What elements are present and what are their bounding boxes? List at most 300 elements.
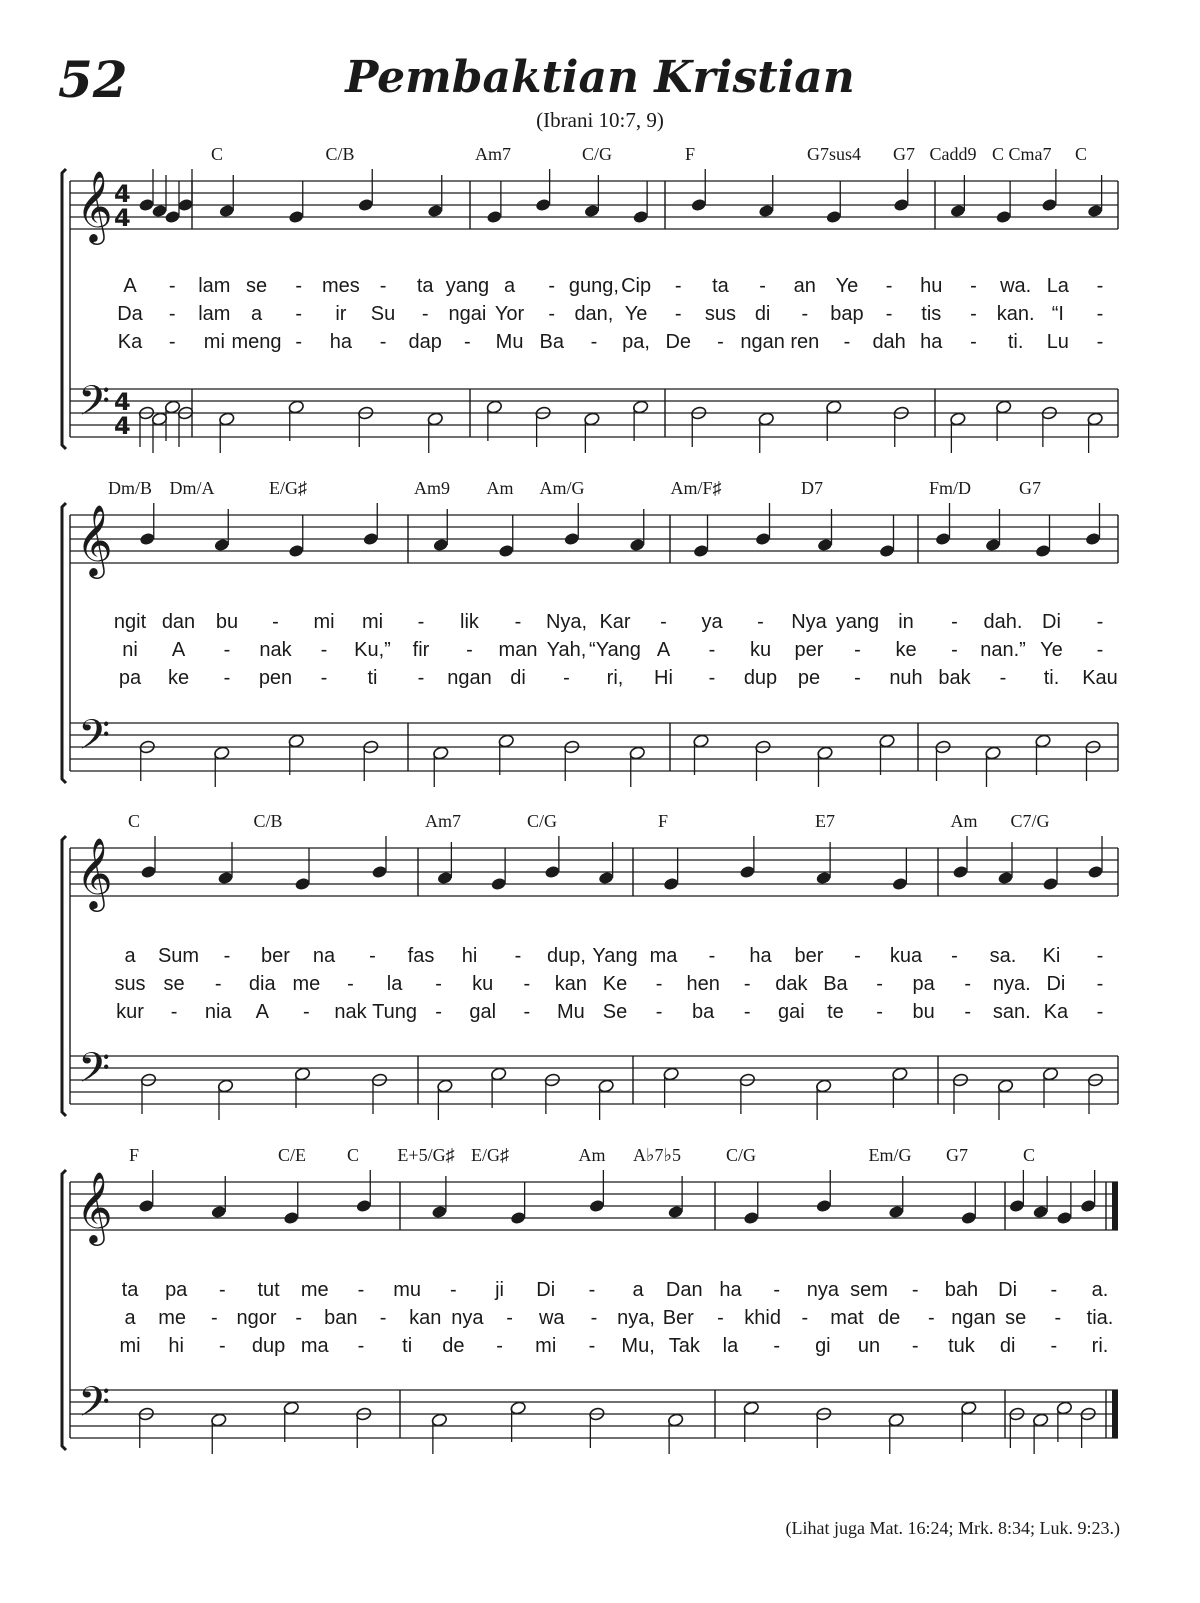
lyric-syllable: la <box>386 973 403 995</box>
note-head <box>629 746 646 761</box>
lyric-syllable: - <box>548 303 556 325</box>
lyric-syllable: pa <box>912 973 935 995</box>
note-head <box>138 198 155 213</box>
note-head <box>950 204 967 219</box>
lyric-syllable: tut <box>257 1279 280 1301</box>
note-head <box>667 1205 684 1220</box>
note-head <box>288 734 305 749</box>
lyric-syllable: lam <box>198 275 231 297</box>
chord-symbol: C <box>210 144 224 164</box>
lyric-syllable: Sum <box>157 945 200 967</box>
lyric-syllable: - <box>970 303 977 325</box>
bass-clef-icon: 𝄢 <box>78 1044 111 1102</box>
note-head <box>995 210 1012 225</box>
note-head <box>288 210 305 225</box>
lyric-syllable: Mu, <box>621 1335 655 1357</box>
lyric-syllable: kan. <box>996 303 1035 325</box>
lyric-syllable: san. <box>992 1001 1031 1023</box>
note-head <box>892 877 909 892</box>
note-head <box>140 865 157 880</box>
lyric-syllable: ngit <box>113 611 147 633</box>
note-head <box>1085 532 1102 547</box>
note-head <box>888 1205 905 1220</box>
note-head <box>632 210 649 225</box>
lyric-syllable: - <box>717 331 724 353</box>
lyric-syllable: ha <box>719 1279 742 1301</box>
chord-symbol: C <box>1074 144 1088 164</box>
lyric-syllable: - <box>496 1335 503 1357</box>
note-head <box>632 400 649 415</box>
lyric-syllable: nya. <box>992 973 1031 995</box>
lyric-syllable: - <box>369 945 376 967</box>
note-head <box>815 1199 832 1214</box>
note-head <box>693 734 710 749</box>
lyric-syllable: - <box>876 1001 883 1023</box>
lyric-syllable: dah <box>872 331 906 353</box>
lyric-syllable: - <box>660 611 667 633</box>
lyric-syllable: - <box>379 275 387 297</box>
note-head <box>218 412 235 427</box>
time-signature-bottom: 4 <box>114 204 131 232</box>
lyric-syllable: sus <box>114 973 146 995</box>
treble-staff <box>70 181 1118 229</box>
lyric-syllable: - <box>876 973 883 995</box>
chord-symbol: E7 <box>815 811 835 831</box>
lyric-syllable: ngan <box>740 331 785 353</box>
note-head <box>879 544 896 559</box>
lyric-syllable: a <box>632 1279 644 1301</box>
lyric-syllable: - <box>708 667 716 689</box>
chord-symbol: Em/G <box>868 1145 912 1165</box>
lyric-syllable: ti. <box>1007 331 1024 353</box>
lyric-syllable: - <box>223 945 231 967</box>
bass-staff <box>70 723 1118 771</box>
chord-symbol: C/G <box>581 144 613 164</box>
note-head <box>1041 198 1058 213</box>
lyric-syllable: - <box>964 973 972 995</box>
lyric-syllable: Mu <box>557 1001 585 1023</box>
lyric-syllable: - <box>757 611 764 633</box>
chord-symbol: A♭7♭5 <box>633 1145 681 1165</box>
lyric-syllable: gung, <box>568 275 619 297</box>
lyric-syllable: nia <box>204 1001 232 1023</box>
lyric-syllable: khid <box>744 1307 781 1329</box>
note-head <box>498 544 515 559</box>
note-head <box>758 412 775 427</box>
lyric-syllable: - <box>911 1279 919 1301</box>
note-head <box>892 1067 909 1082</box>
lyric-syllable: - <box>588 1335 596 1357</box>
lyric-syllable: sem <box>850 1279 888 1301</box>
note-head <box>486 400 503 415</box>
bass-clef-icon: 𝄢 <box>78 377 111 435</box>
lyric-syllable: ku <box>749 639 772 661</box>
lyric-syllable: hi <box>461 945 478 967</box>
lyric-syllable: - <box>588 1279 596 1301</box>
lyric-syllable: ti <box>367 667 378 689</box>
lyric-syllable: ir <box>335 303 347 325</box>
lyric-syllable: - <box>272 611 279 633</box>
lyric-syllable: di <box>999 1335 1016 1357</box>
lyric-syllable: - <box>421 303 429 325</box>
lyric-syllable: - <box>295 303 303 325</box>
lyric-syllable: - <box>1096 275 1104 297</box>
lyric-syllable: bap <box>830 303 864 325</box>
lyric-syllable: ngan <box>951 1307 996 1329</box>
lyric-syllable: - <box>843 331 851 353</box>
lyric-syllable: - <box>1096 639 1104 661</box>
lyric-syllable: - <box>951 639 958 661</box>
lyric-syllable: - <box>717 1307 724 1329</box>
lyric-syllable: dup <box>251 1335 286 1357</box>
note-head <box>663 877 680 892</box>
note-head <box>935 532 952 547</box>
note-head <box>362 532 379 547</box>
treble-clef-icon: 𝄞 <box>76 169 113 242</box>
note-head <box>1042 1067 1059 1082</box>
note-head <box>563 532 580 547</box>
lyric-syllable: - <box>214 973 222 995</box>
lyric-syllable: ban <box>324 1307 358 1329</box>
lyric-syllable: ta <box>416 275 434 297</box>
lyric-syllable: Da <box>117 303 143 325</box>
chord-symbol: C/B <box>253 811 283 831</box>
lyric-syllable: - <box>464 331 471 353</box>
note-head <box>510 1211 527 1226</box>
note-head <box>432 538 449 553</box>
note-head <box>427 204 444 219</box>
lyric-syllable: dan, <box>574 303 614 325</box>
lyric-syllable: pa <box>118 667 142 689</box>
lyric-syllable: - <box>743 973 751 995</box>
lyric-syllable: Kar <box>599 611 631 633</box>
lyric-syllable: Ke <box>602 973 628 995</box>
lyric-syllable: na <box>312 945 336 967</box>
note-head <box>997 871 1014 886</box>
lyric-syllable: bak <box>938 667 971 689</box>
lyric-syllable: de <box>878 1307 901 1329</box>
lyric-syllable: - <box>999 667 1007 689</box>
lyric-syllable: - <box>885 275 893 297</box>
lyric-syllable: ma <box>300 1335 329 1357</box>
lyric-syllable: Lu <box>1046 331 1069 353</box>
chord-symbol: Am <box>950 811 978 831</box>
note-head <box>294 1067 311 1082</box>
note-head <box>218 204 235 219</box>
lyric-syllable: tia. <box>1086 1307 1114 1329</box>
note-head <box>598 1079 615 1094</box>
lyric-syllable: Se <box>602 1001 628 1023</box>
lyric-syllable: Ku,” <box>354 639 391 661</box>
chord-symbol: Am7 <box>425 811 461 831</box>
lyric-syllable: - <box>523 1001 531 1023</box>
note-head <box>138 1199 155 1214</box>
note-head <box>667 1413 684 1428</box>
note-head <box>510 1401 527 1416</box>
note-head <box>629 538 646 553</box>
lyric-syllable: ta <box>712 275 729 297</box>
lyric-syllable: tis <box>921 303 942 325</box>
lyric-syllable: - <box>449 1279 457 1301</box>
lyric-syllable: - <box>951 611 958 633</box>
lyric-syllable: tuk <box>948 1335 975 1357</box>
lyric-syllable: - <box>1096 611 1104 633</box>
lyric-syllable: - <box>295 275 303 297</box>
chord-symbol: E/G♯ <box>471 1145 509 1165</box>
lyric-syllable: - <box>466 639 473 661</box>
lyric-syllable: ma <box>649 945 678 967</box>
treble-staff <box>70 515 1118 563</box>
bass-time-signature-bottom: 4 <box>114 412 131 440</box>
lyric-syllable: nya <box>806 1279 839 1301</box>
lyric-syllable: - <box>347 973 354 995</box>
time-signature-top: 4 <box>114 180 131 208</box>
lyric-syllable: - <box>964 1001 972 1023</box>
final-barline-thick <box>1112 1390 1118 1438</box>
lyric-syllable: Yor <box>494 303 525 325</box>
lyric-syllable: fir <box>412 639 430 661</box>
note-head <box>985 538 1002 553</box>
lyric-syllable: - <box>885 303 893 325</box>
lyric-syllable: la <box>722 1335 739 1357</box>
lyric-syllable: yang <box>835 611 880 633</box>
lyric-syllable: - <box>655 1001 663 1023</box>
lyric-syllable: - <box>854 667 861 689</box>
footnote: (Lihat juga Mat. 16:24; Mrk. 8:34; Luk. 9:23.) <box>785 1518 1120 1538</box>
lyric-syllable: - <box>854 639 861 661</box>
lyric-syllable: ha <box>749 945 772 967</box>
note-head <box>758 204 775 219</box>
lyric-syllable: Di <box>536 1279 556 1301</box>
lyric-syllable: ngai <box>448 303 487 325</box>
lyric-syllable: ni <box>122 639 138 661</box>
note-head <box>1087 865 1104 880</box>
lyric-syllable: ku <box>472 973 494 995</box>
system-bracket <box>62 836 66 1116</box>
chord-symbol: C <box>346 1145 360 1165</box>
note-head <box>288 544 305 559</box>
lyric-syllable: - <box>590 1307 598 1329</box>
lyric-syllable: bah <box>944 1279 979 1301</box>
note-head <box>139 532 156 547</box>
lyric-syllable: ke <box>895 639 917 661</box>
note-head <box>1035 544 1052 559</box>
lyric-syllable: - <box>514 611 522 633</box>
lyric-syllable: Ka <box>1043 1001 1069 1023</box>
lyric-syllable: - <box>1096 303 1104 325</box>
note-head <box>437 1079 454 1094</box>
lyric-syllable: - <box>1096 331 1104 353</box>
lyric-syllable: man <box>498 639 538 661</box>
lyric-syllable: a <box>504 275 516 297</box>
note-head <box>888 1413 905 1428</box>
lyric-syllable: dah. <box>983 611 1023 633</box>
note-head <box>589 1199 606 1214</box>
lyric-syllable: - <box>295 331 303 353</box>
lyric-syllable: Tak <box>668 1335 700 1357</box>
note-head <box>498 734 515 749</box>
lyric-syllable: - <box>773 1279 781 1301</box>
lyric-syllable: Su <box>370 303 396 325</box>
note-head <box>355 1199 372 1214</box>
lyric-syllable: ren <box>790 331 820 353</box>
note-head <box>960 1211 977 1226</box>
lyric-syllable: kua <box>889 945 923 967</box>
chord-symbol: G7 <box>893 144 915 164</box>
lyric-syllable: ngan <box>447 667 492 689</box>
lyric-syllable: mes <box>321 275 360 297</box>
chord-symbol: Am <box>578 1145 606 1165</box>
lyric-syllable: - <box>911 1335 919 1357</box>
chord-symbol: C7/G <box>1010 811 1050 831</box>
lyric-syllable: nuh <box>889 667 923 689</box>
lyric-syllable: - <box>801 1307 809 1329</box>
lyric-syllable: A <box>255 1001 269 1023</box>
lyric-syllable: dia <box>248 973 276 995</box>
chord-symbol: D7 <box>801 478 823 498</box>
note-head <box>1087 412 1104 427</box>
lyric-syllable: de <box>442 1335 465 1357</box>
lyric-syllable: - <box>951 945 958 967</box>
note-head <box>815 1079 832 1094</box>
lyric-syllable: bu <box>215 611 239 633</box>
treble-clef-icon: 𝄞 <box>76 503 113 576</box>
chord-symbol: G7sus4 <box>806 144 862 164</box>
note-head <box>817 746 834 761</box>
lyric-syllable: ta <box>121 1279 139 1301</box>
lyric-syllable: pa <box>165 1279 188 1301</box>
lyric-syllable: - <box>357 1279 365 1301</box>
lyric-syllable: - <box>379 1307 387 1329</box>
lyric-syllable: a. <box>1091 1279 1109 1301</box>
note-head <box>535 198 552 213</box>
lyric-syllable: “Yang <box>589 639 641 661</box>
lyric-syllable: an <box>793 275 816 297</box>
lyric-syllable: - <box>379 331 387 353</box>
lyric-syllable: - <box>435 1001 442 1023</box>
note-head <box>294 877 311 892</box>
system-bracket <box>62 1170 66 1450</box>
note-head <box>288 400 305 415</box>
note-head <box>151 204 168 219</box>
chord-symbol: G7 <box>1019 478 1041 498</box>
note-head <box>283 1211 300 1226</box>
lyric-syllable: mi <box>361 611 384 633</box>
note-head <box>950 412 967 427</box>
chord-symbol: G7 <box>946 1145 968 1165</box>
lyric-syllable: - <box>168 331 176 353</box>
lyric-syllable: Di <box>1046 973 1066 995</box>
lyric-syllable: - <box>759 275 766 297</box>
chord-symbol: C/E <box>277 1145 307 1165</box>
note-head <box>1035 734 1052 749</box>
lyric-syllable: - <box>743 1001 751 1023</box>
system-bracket <box>62 169 66 449</box>
lyric-syllable: kan <box>554 973 588 995</box>
lyric-syllable: ber <box>794 945 824 967</box>
chord-symbol: E/G♯ <box>269 478 307 498</box>
lyric-syllable: Di <box>998 1279 1018 1301</box>
lyric-syllable: De <box>665 331 692 353</box>
lyric-syllable: Cip <box>621 275 652 297</box>
lyric-syllable: dak <box>775 973 808 995</box>
chord-symbol: C <box>127 811 141 831</box>
note-head <box>1087 204 1104 219</box>
note-head <box>825 400 842 415</box>
lyric-syllable: - <box>970 275 977 297</box>
lyric-syllable: - <box>590 331 598 353</box>
lyric-syllable: - <box>1050 1279 1058 1301</box>
lyric-syllable: di <box>754 303 771 325</box>
lyric-syllable: - <box>303 1001 310 1023</box>
lyric-syllable: se <box>245 275 268 297</box>
lyric-syllable: Ye <box>1040 639 1063 661</box>
lyric-syllable: nak <box>259 639 292 661</box>
lyric-syllable: gal <box>469 1001 497 1023</box>
lyric-syllable: - <box>1096 945 1104 967</box>
lyric-syllable: bu <box>912 1001 935 1023</box>
lyric-syllable: ke <box>167 667 190 689</box>
lyric-syllable: un <box>857 1335 881 1357</box>
note-head <box>690 198 707 213</box>
lyric-syllable: gi <box>815 1335 831 1357</box>
lyric-syllable: dan <box>161 611 196 633</box>
note-head <box>210 1205 227 1220</box>
lyric-syllable: A <box>123 275 137 297</box>
lyric-syllable: kur <box>116 1001 144 1023</box>
note-head <box>743 1401 760 1416</box>
lyric-syllable: mu <box>393 1279 422 1301</box>
lyric-syllable: gai <box>778 1001 805 1023</box>
hymn-title: Pembaktian Kristian <box>345 52 855 103</box>
note-head <box>283 1401 300 1416</box>
lyric-syllable: se <box>1005 1307 1027 1329</box>
bass-clef-icon: 𝄢 <box>78 711 111 769</box>
lyric-syllable: wa. <box>1000 275 1032 297</box>
lyric-syllable: Dan <box>665 1279 703 1301</box>
lyric-syllable: - <box>708 945 716 967</box>
lyric-syllable: ri. <box>1091 1335 1109 1357</box>
chord-symbol: C <box>1022 1145 1036 1165</box>
lyric-syllable: - <box>219 1279 226 1301</box>
note-head <box>584 204 601 219</box>
lyric-syllable: me <box>158 1307 187 1329</box>
lyric-syllable: - <box>357 1335 365 1357</box>
note-head <box>825 210 842 225</box>
lyric-syllable: - <box>514 945 522 967</box>
lyric-syllable: lam <box>198 303 231 325</box>
chord-symbol: C/G <box>725 1145 757 1165</box>
note-head <box>743 1211 760 1226</box>
lyric-syllable: - <box>223 667 231 689</box>
lyric-syllable: ji <box>495 1279 504 1301</box>
note-head <box>985 746 1002 761</box>
lyric-syllable: - <box>295 1307 303 1329</box>
chord-symbol: F <box>684 144 696 164</box>
lyric-syllable: mi <box>203 331 225 353</box>
note-head <box>995 400 1012 415</box>
chord-symbol: Dm/B <box>107 478 153 498</box>
lyric-syllable: hu <box>920 275 943 297</box>
chord-symbol: E+5/G♯ <box>397 1145 455 1165</box>
lyric-syllable: - <box>801 303 809 325</box>
note-head <box>490 1067 507 1082</box>
bass-time-signature-top: 4 <box>114 388 131 416</box>
note-head <box>693 544 710 559</box>
lyric-syllable: ha <box>329 331 352 353</box>
lyric-syllable: di <box>510 667 526 689</box>
lyric-syllable: - <box>219 1335 226 1357</box>
